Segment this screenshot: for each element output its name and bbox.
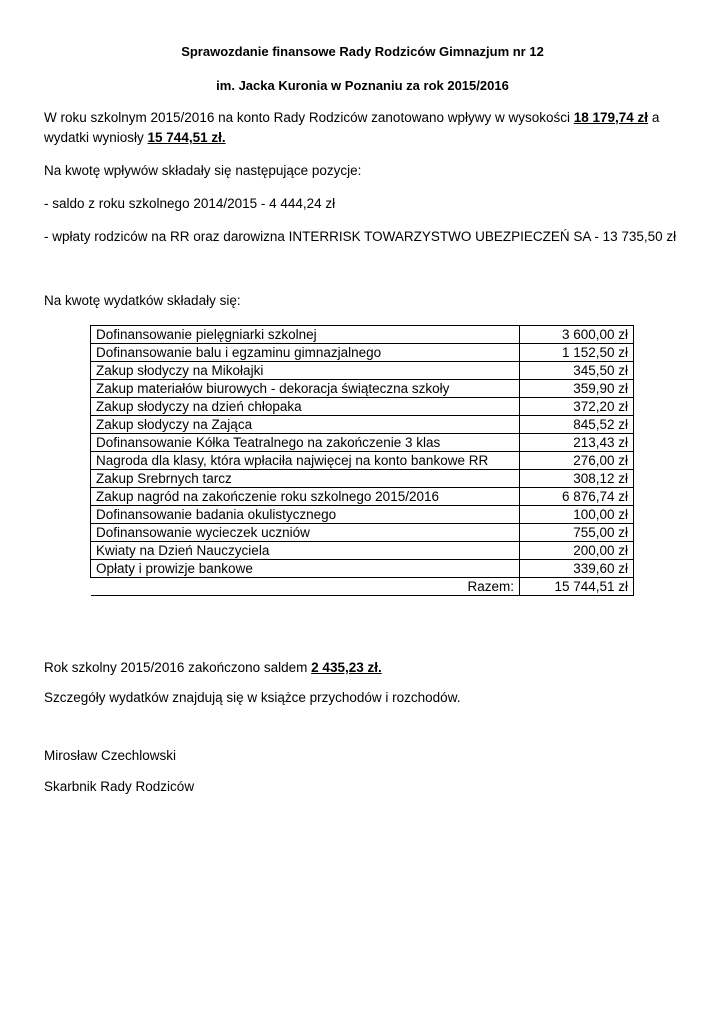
expense-total: 15 744,51 zł.: [147, 130, 226, 145]
expense-label: Dofinansowanie Kółka Teatralnego na zakończenie 3 klas: [91, 434, 520, 452]
expense-label: Zakup Srebrnych tarcz: [91, 470, 520, 488]
expenses-table: [90, 325, 634, 596]
expense-amount: 372,20 zł: [520, 398, 634, 416]
expense-label: Zakup słodyczy na Zająca: [91, 416, 520, 434]
expense-label: Zakup nagród na zakończenie roku szkolnego 2015/2016: [91, 488, 520, 506]
expense-label: Dofinansowanie wycieczek uczniów: [91, 524, 520, 542]
signature-role: Skarbnik Rady Rodziców: [44, 779, 195, 794]
table-row: [91, 452, 634, 470]
expense-label: Dofinansowanie pielęgniarki szkolnej: [91, 326, 520, 344]
document-title-line1: Sprawozdanie finansowe Rady Rodziców Gimnazjum nr 12: [181, 44, 544, 59]
total-row: [91, 578, 634, 596]
intro-line1: [44, 110, 659, 125]
table-row: [91, 398, 634, 416]
closing-details: Szczegóły wydatków znajdują się w książce przychodów i rozchodów.: [44, 690, 461, 705]
table-row: [91, 434, 634, 452]
income-item-balance: - saldo z roku szkolnego 2014/2015 - 4 444,24 zł: [44, 196, 336, 211]
expense-amount: 100,00 zł: [520, 506, 634, 524]
document-title-line2: im. Jacka Kuronia w Poznaniu za rok 2015/2016: [216, 78, 509, 93]
table-row: [91, 344, 634, 362]
expense-label: Dofinansowanie balu i egzaminu gimnazjalnego: [91, 344, 520, 362]
intro-text-a: a: [648, 110, 660, 125]
table-row: [91, 560, 634, 578]
table-row: [91, 470, 634, 488]
expense-amount: 200,00 zł: [520, 542, 634, 560]
expense-amount: 345,50 zł: [520, 362, 634, 380]
table-row: [91, 362, 634, 380]
expense-label: Kwiaty na Dzień Nauczyciela: [91, 542, 520, 560]
total-label: Razem:: [91, 578, 520, 596]
expense-label: Zakup słodyczy na Mikołajki: [91, 362, 520, 380]
expense-label: Zakup materiałów biurowych - dekoracja świąteczna szkoły: [91, 380, 520, 398]
income-heading: Na kwotę wpływów składały się następujące pozycje:: [44, 163, 362, 178]
table-row: [91, 524, 634, 542]
expense-amount: 1 152,50 zł: [520, 344, 634, 362]
expense-amount: 276,00 zł: [520, 452, 634, 470]
table-row: [91, 506, 634, 524]
expense-label: Dofinansowanie badania okulistycznego: [91, 506, 520, 524]
signature-name: Mirosław Czechlowski: [44, 748, 177, 763]
expense-amount: 308,12 zł: [520, 470, 634, 488]
intro-line2: [44, 130, 226, 145]
income-item-payments: - wpłaty rodziców na RR oraz darowizna INTERRISK TOWARZYSTWO UBEZPIECZEŃ SA - 13 735,50 zł: [44, 229, 677, 244]
expense-amount: 755,00 zł: [520, 524, 634, 542]
table-row: [91, 542, 634, 560]
table-row: [91, 326, 634, 344]
table-row: [91, 488, 634, 506]
expenses-heading: Na kwotę wydatków składały się:: [44, 293, 241, 308]
income-total: 18 179,74 zł: [573, 110, 649, 125]
table-row: [91, 416, 634, 434]
expense-amount: 359,90 zł: [520, 380, 634, 398]
intro-expense-text: wydatki wyniosły: [44, 130, 148, 145]
expense-label: Opłaty i prowizje bankowe: [91, 560, 520, 578]
expense-amount: 845,52 zł: [520, 416, 634, 434]
expense-amount: 6 876,74 zł: [520, 488, 634, 506]
closing-balance: [44, 660, 382, 675]
expense-amount: 339,60 zł: [520, 560, 634, 578]
table-row: [91, 380, 634, 398]
intro-text: W roku szkolnym 2015/2016 na konto Rady Rodziców zanotowano wpływy w wysokości: [44, 110, 574, 125]
closing-balance-text: Rok szkolny 2015/2016 zakończono saldem: [44, 660, 312, 675]
expense-amount: 213,43 zł: [520, 434, 634, 452]
expense-label: Zakup słodyczy na dzień chłopaka: [91, 398, 520, 416]
total-amount: 15 744,51 zł: [520, 578, 634, 596]
expense-label: Nagroda dla klasy, która wpłaciła najwięcej na konto bankowe RR: [91, 452, 520, 470]
closing-balance-value: 2 435,23 zł.: [311, 660, 382, 675]
expense-amount: 3 600,00 zł: [520, 326, 634, 344]
